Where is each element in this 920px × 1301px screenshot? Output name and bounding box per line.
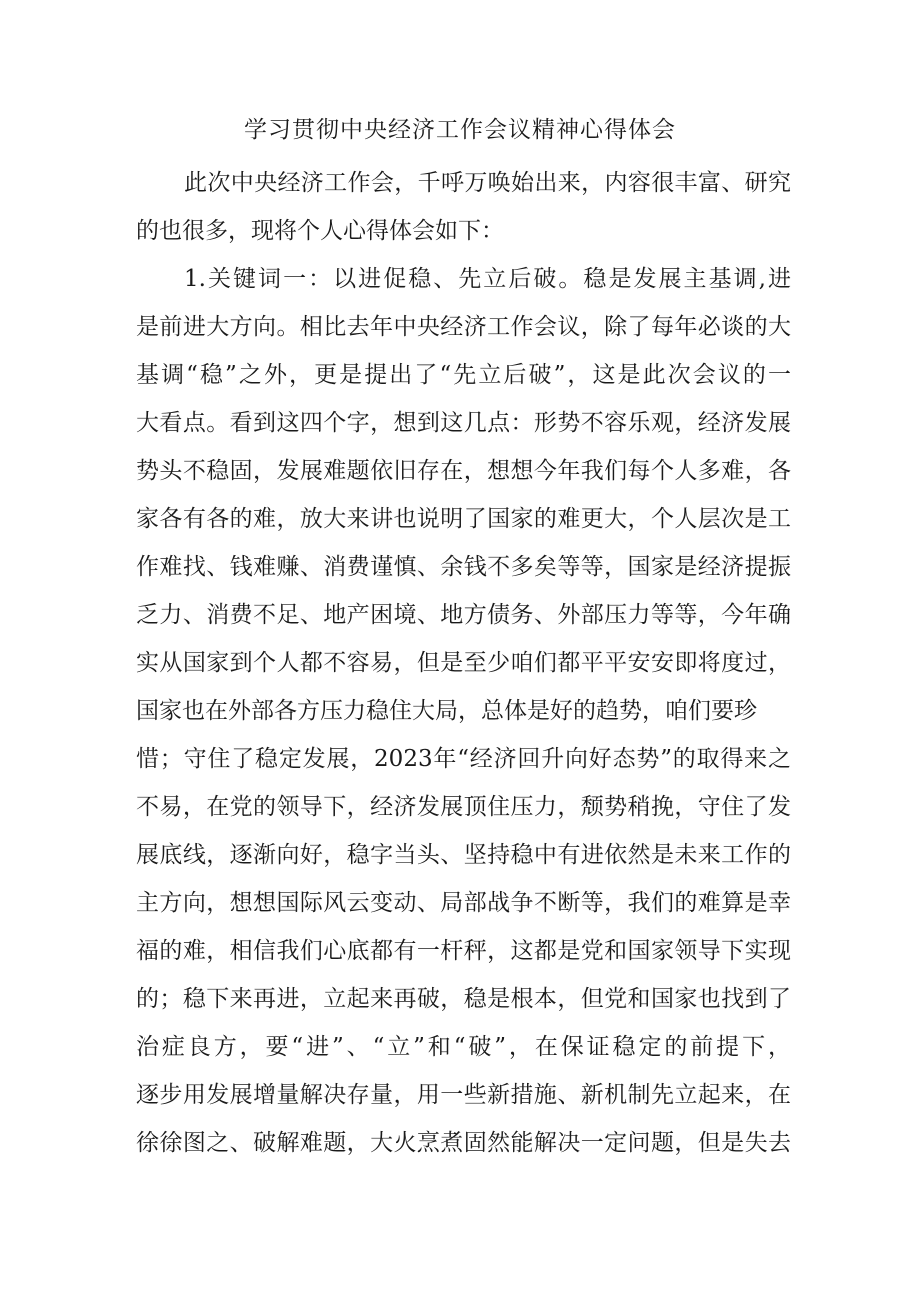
paragraph-line: 乏力、消费不足、地产困境、地方债务、外部压力等等，今年确 bbox=[136, 602, 791, 628]
paragraph-line: 逐步用发展增量解决存量，用一些新措施、新机制先立起来，在 bbox=[136, 1082, 791, 1108]
paragraph-line: 家各有各的难，放大来讲也说明了国家的难更大，个人层次是工 bbox=[136, 506, 791, 532]
paragraph-line: 福的难，相信我们心底都有一杆秤，这都是党和国家领导下实现 bbox=[136, 938, 791, 964]
paragraph-line: 作难找、钱难赚、消费谨慎、余钱不多矣等等，国家是经济提振 bbox=[136, 554, 791, 580]
document-title: 学习贯彻中央经济工作会议精神心得体会 bbox=[244, 117, 676, 143]
paragraph-line: 展底线，逐渐向好，稳字当头、坚持稳中有进依然是未来工作的 bbox=[136, 842, 791, 868]
paragraph-line: 惜；守住了稳定发展，2023年“经济回升向好态势”的取得来之 bbox=[136, 746, 791, 772]
paragraph-line: 国家也在外部各方压力稳住大局，总体是好的趋势，咱们要珍 bbox=[136, 698, 757, 724]
paragraph-line: 徐徐图之、破解难题，大火烹煮固然能解决一定问题，但是失去 bbox=[136, 1130, 791, 1156]
paragraph-line: 基调“稳”之外，更是提出了“先立后破”，这是此次会议的一 bbox=[136, 362, 791, 388]
paragraph-line: 大看点。看到这四个字，想到这几点：形势不容乐观，经济发展 bbox=[136, 410, 791, 436]
paragraph-line: 的；稳下来再进，立起来再破，稳是根本，但党和国家也找到了 bbox=[136, 986, 791, 1012]
paragraph-line: 不易，在党的领导下，经济发展顶住压力，颓势稍挽，守住了发 bbox=[136, 794, 791, 820]
paragraph-line: 的也很多，现将个人心得体会如下： bbox=[136, 218, 504, 244]
paragraph-line: 主方向，想想国际风云变动、局部战争不断等，我们的难算是幸 bbox=[136, 890, 791, 916]
paragraph-line: 实从国家到个人都不容易，但是至少咱们都平平安安即将度过， bbox=[136, 650, 791, 676]
paragraph-line: 治症良方，要“进”、“立”和“破”，在保证稳定的前提下， bbox=[136, 1034, 791, 1060]
paragraph-line: 是前进大方向。相比去年中央经济工作会议，除了每年必谈的大 bbox=[136, 314, 791, 340]
paragraph-line: 1.关键词一：以进促稳、先立后破。稳是发展主基调,进 bbox=[184, 266, 791, 292]
paragraph-line: 此次中央经济工作会，千呼万唤始出来，内容很丰富、研究 bbox=[184, 170, 791, 196]
paragraph-line: 势头不稳固，发展难题依旧存在，想想今年我们每个人多难，各 bbox=[136, 458, 791, 484]
